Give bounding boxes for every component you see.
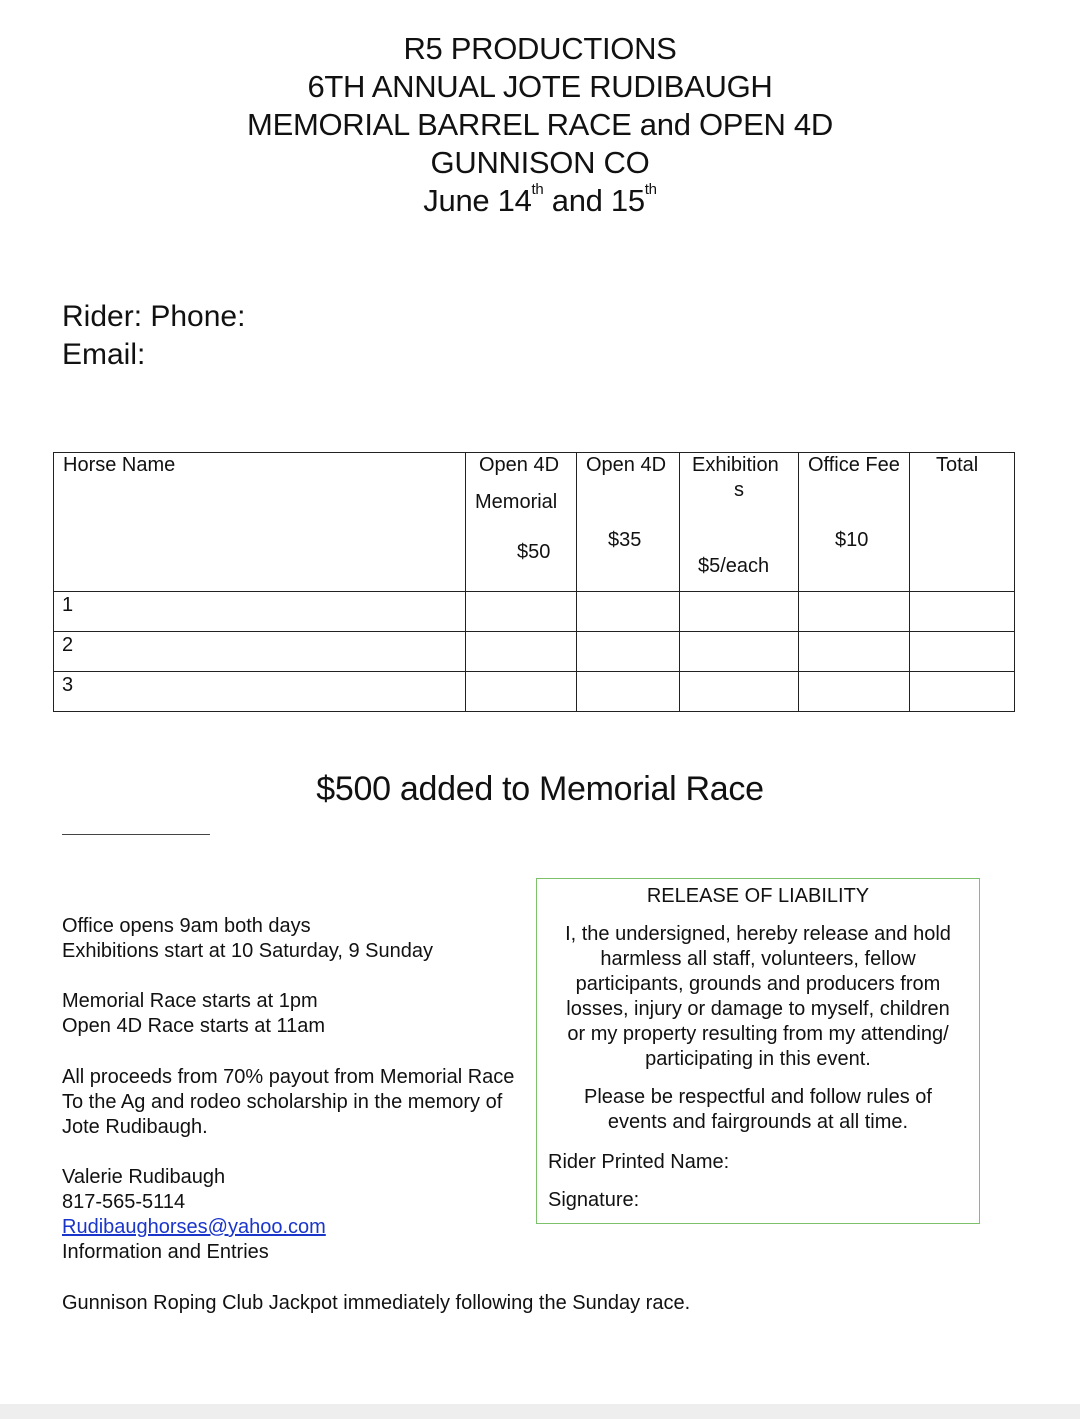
table-row — [54, 592, 1015, 632]
entry-cell[interactable] — [799, 592, 910, 632]
entry-cell[interactable] — [577, 672, 680, 712]
exhibitions-price: $5/each — [698, 555, 770, 577]
release-text-line: or my property resulting from my attending/ — [567, 1023, 949, 1045]
email-label: Email: — [62, 338, 146, 371]
entry-cell[interactable] — [910, 672, 1015, 712]
entry-cell[interactable] — [680, 672, 799, 712]
proceeds-line2: To the Ag and rodeo scholarship in the memory of — [62, 1091, 503, 1113]
entry-table-header — [54, 453, 1015, 592]
proceeds-line3: Jote Rudibaugh. — [62, 1116, 208, 1138]
entry-cell[interactable] — [466, 672, 577, 712]
date-second-suffix: th — [644, 181, 657, 198]
entry-cell[interactable] — [910, 592, 1015, 632]
printed-name-label: Rider Printed Name: — [548, 1151, 730, 1173]
rider-phone-label: Rider: Phone: — [62, 300, 246, 333]
schedule-block — [62, 914, 433, 964]
header-exhibitions — [680, 453, 799, 592]
open4d-memorial-price: $50 — [517, 541, 551, 563]
event-title — [0, 30, 1080, 220]
release-title: RELEASE OF LIABILITY — [646, 885, 870, 907]
entry-table — [53, 452, 1015, 712]
rider-info — [62, 298, 245, 374]
release-text-line: events and fairgrounds at all time. — [607, 1111, 909, 1133]
office-hours: Office opens 9am both days — [62, 915, 311, 937]
entry-cell[interactable] — [680, 592, 799, 632]
release-text-line: losses, injury or damage to myself, children — [566, 998, 950, 1020]
release-text-line: participating in this event. — [645, 1048, 871, 1070]
contact-email-link[interactable]: Rudibaughorses@yahoo.com — [62, 1216, 326, 1238]
open4d-race-time: Open 4D Race starts at 11am — [62, 1015, 326, 1037]
header-open4d-memorial — [466, 453, 577, 592]
release-text-line: participants, grounds and producers from — [575, 973, 941, 995]
header-total — [910, 453, 1015, 592]
header-horse-name — [54, 453, 466, 592]
release-of-liability-box — [536, 878, 980, 1224]
entry-cell[interactable] — [577, 592, 680, 632]
producer-name: R5 PRODUCTIONS — [403, 31, 677, 66]
open4d-memorial-label-2: Memorial — [475, 491, 558, 513]
entry-cell[interactable] — [466, 592, 577, 632]
event-location: GUNNISON CO — [430, 145, 650, 180]
date-first: June 14 — [423, 183, 532, 218]
table-row — [54, 632, 1015, 672]
contact-phone: 817-565-5114 — [62, 1191, 186, 1213]
row-number: 3 — [54, 672, 466, 712]
table-row — [54, 672, 1015, 712]
proceeds-block — [62, 1065, 514, 1140]
contact-note: Information and Entries — [62, 1241, 269, 1263]
row-number: 1 — [54, 592, 466, 632]
event-name-line2: MEMORIAL BARREL RACE and OPEN 4D — [247, 107, 833, 142]
event-dates — [0, 182, 1080, 220]
bottom-band — [0, 1404, 1080, 1419]
contact-block — [62, 1165, 326, 1265]
office-fee-label: Office Fee — [808, 454, 900, 476]
release-paragraph-1 — [537, 922, 979, 1072]
entry-cell[interactable] — [799, 632, 910, 672]
proceeds-line1: All proceeds from 70% payout from Memorial Race — [62, 1066, 515, 1088]
exhibitions-label-2: s — [734, 479, 744, 501]
open4d-price: $35 — [608, 529, 642, 551]
exhibition-times: Exhibitions start at 10 Saturday, 9 Sunday — [62, 940, 433, 962]
entry-cell[interactable] — [799, 672, 910, 712]
divider — [62, 834, 210, 835]
entry-cell[interactable] — [680, 632, 799, 672]
header-office-fee — [799, 453, 910, 592]
release-text-line: harmless all staff, volunteers, fellow — [600, 948, 916, 970]
entry-cell[interactable] — [466, 632, 577, 672]
release-text-line: I, the undersigned, hereby release and hold — [565, 923, 951, 945]
date-first-suffix: th — [531, 181, 544, 198]
open4d-memorial-label-1: Open 4D — [479, 454, 560, 476]
race-times-block — [62, 989, 325, 1039]
date-second: and 15 — [543, 183, 645, 218]
open4d-label: Open 4D — [586, 454, 667, 476]
total-label: Total — [936, 454, 979, 476]
horse-name-label: Horse Name — [63, 454, 176, 476]
jackpot-note: Gunnison Roping Club Jackpot immediately following the Sunday race. — [62, 1292, 691, 1314]
release-text-line: Please be respectful and follow rules of — [584, 1086, 932, 1108]
contact-name: Valerie Rudibaugh — [62, 1166, 226, 1188]
office-fee-price: $10 — [835, 529, 869, 551]
event-name-line1: 6TH ANNUAL JOTE RUDIBAUGH — [307, 69, 773, 104]
memorial-race-time: Memorial Race starts at 1pm — [62, 990, 318, 1012]
entry-cell[interactable] — [910, 632, 1015, 672]
entry-cell[interactable] — [577, 632, 680, 672]
signature-label: Signature: — [548, 1189, 640, 1211]
added-money-heading: $500 added to Memorial Race — [316, 770, 764, 808]
exhibitions-label-1: Exhibition — [692, 454, 779, 476]
header-open4d — [577, 453, 680, 592]
release-paragraph-2 — [537, 1085, 979, 1135]
row-number: 2 — [54, 632, 466, 672]
